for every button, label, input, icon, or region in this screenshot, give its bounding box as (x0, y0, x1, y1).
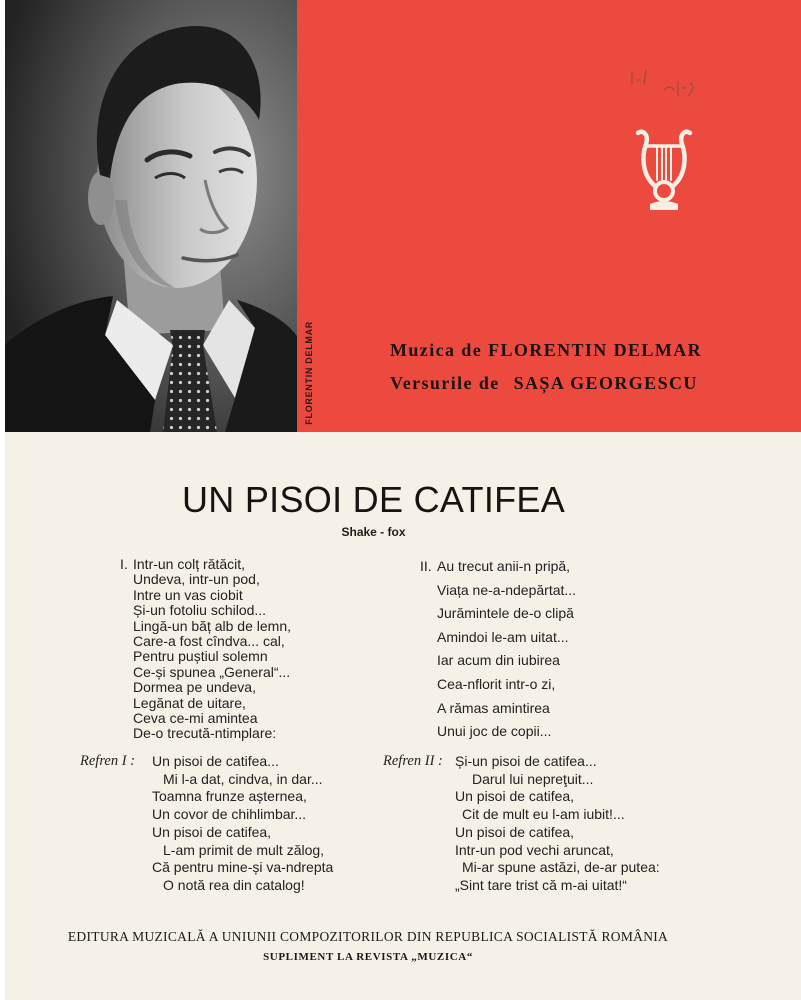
verse-1 (133, 557, 291, 742)
lyric-line: Ceva ce-mi amintea (133, 710, 258, 727)
lyric-line: Intr-un pod vechi aruncat, (455, 841, 614, 858)
lyric-line: Mi l-a dat, cindva, in dar... (163, 770, 323, 787)
lyric-line: Un pisoi de catifea... (152, 753, 279, 769)
music-credit (390, 339, 702, 361)
refrain-label: Refren II : (383, 753, 443, 769)
lyric-line: Și-un fotoliu schilod... (133, 602, 267, 619)
photo-caption: FLORENTIN DELMAR (304, 321, 314, 425)
lyric-line: Dormea pe undeva, (133, 679, 256, 696)
lyre-icon (634, 120, 694, 215)
lyrics-credit-label: Versurile de (390, 373, 500, 393)
supplement-line: SUPLIMENT LA REVISTA „MUZICA“ (263, 951, 473, 963)
lyric-line: Un pisoi de catifea, (455, 788, 575, 805)
refrain-1 (152, 753, 333, 895)
refrain-label: Refren I : (80, 753, 136, 769)
lyric-line: Unui joc de copii... (437, 723, 552, 740)
red-header-panel (297, 0, 801, 432)
lyric-line: O notă rea din catalog! (163, 876, 305, 893)
lyric-line: Iar acum din iubirea (437, 652, 560, 669)
lyric-line: Un pisoi de catifea, (455, 823, 575, 840)
lyric-line: De-o trecută-ntimplare: (133, 725, 277, 742)
lyric-line: Viața ne-a-ndepărtat... (437, 581, 577, 598)
lyrics-credit (390, 372, 698, 394)
lyric-line: Jurămintele de-o clipă (437, 605, 574, 622)
lyric-line: Că pentru mine-și va-ndrepta (152, 859, 334, 876)
lyric-line: L-am primit de mult zălog, (163, 841, 325, 858)
lyric-line: A rămas amintirea (437, 699, 550, 716)
lyric-line: Legănat de uitare, (133, 694, 246, 711)
lyric-line: Amindoi le-am uitat... (437, 628, 569, 645)
song-title: UN PISOI DE CATIFEA (181, 479, 566, 520)
lyric-line: Undeva, intr-un pod, (133, 571, 260, 588)
lyric-line: Care-a fost cîndva... cal, (133, 633, 285, 650)
verse-2 (437, 555, 576, 744)
lyric-line: Și-un pisoi de catifea... (455, 753, 597, 769)
lyric-line: Lingă-un băț alb de lemn, (133, 617, 291, 634)
lyric-line: Toamna frunze așternea, (152, 788, 307, 805)
lyric-line: „Sint tare trist că m-ai uitat!“ (455, 876, 627, 893)
refrain-2 (455, 753, 660, 895)
verse-number: I. (120, 556, 128, 572)
portrait-photo (5, 0, 297, 432)
lyric-line: Pentru puștiul solemn (133, 648, 268, 665)
lyricist-name: SAȘA GEORGESCU (513, 373, 698, 393)
lyric-line: Un covor de chihlimbar... (152, 806, 307, 823)
lyric-line: Mi-ar spune astăzi, de-ar putea: (462, 859, 660, 876)
lyric-line: Un pisoi de catifea, (152, 823, 272, 840)
lyric-line: Cea-nflorit intr-o zi, (437, 675, 556, 692)
publisher-line: EDITURA MUZICALĂ A UNIUNII COMPOZITORILOR DIN REPUBLICA SOCIALISTĂ ROMÂNIA (67, 929, 669, 944)
lyric-line: Au trecut anii-n pripă, (437, 558, 571, 574)
lyric-line: Darul lui nepreţuit... (472, 770, 594, 787)
verse-number: II. (420, 558, 432, 574)
lyric-line: Ce-și spunea „General“... (133, 663, 291, 680)
lyric-line: Intr-un colț rătăcit, (133, 556, 246, 572)
music-credit-label: Muzica de (390, 340, 483, 360)
pencil-marks (624, 60, 696, 104)
composer-name: FLORENTIN DELMAR (488, 340, 703, 360)
lyric-line: Intre un vas ciobit (133, 586, 243, 603)
lyric-line: Cit de mult eu l-am iubit!... (462, 806, 625, 823)
song-style: Shake - fox (341, 525, 406, 539)
